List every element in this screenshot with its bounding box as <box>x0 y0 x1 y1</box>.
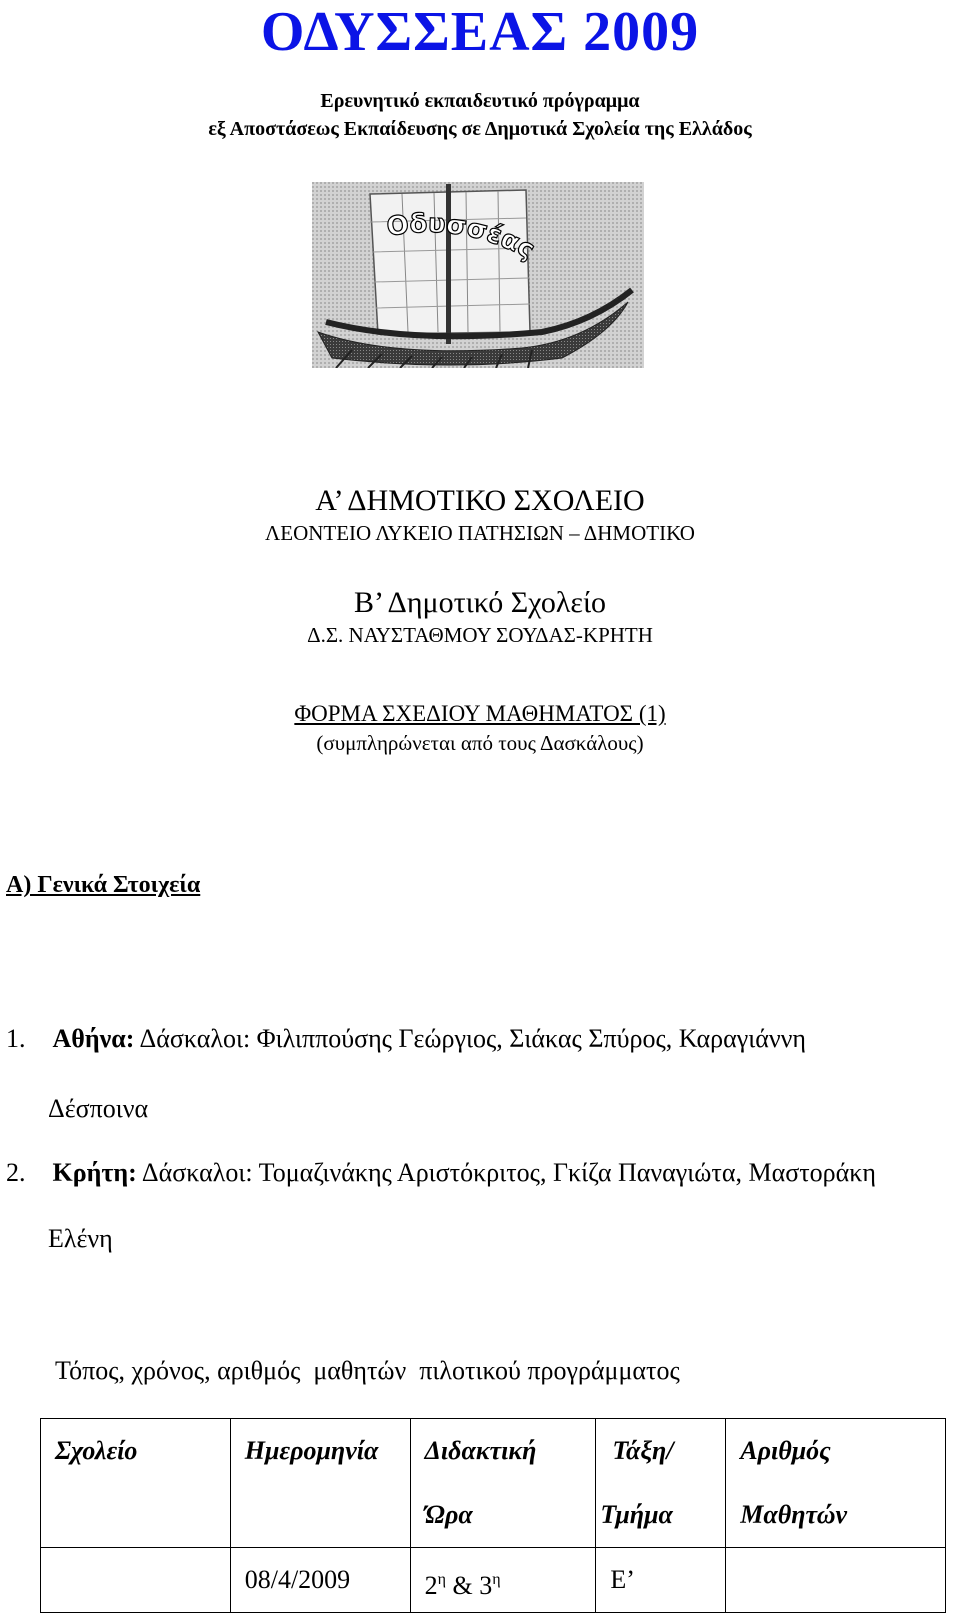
list-item <box>6 1158 876 1188</box>
list-item-text: Δάσκαλοι: Τομαζινάκης Αριστόκριτος, Γκίζα Παναγιώτα, Μαστοράκη <box>141 1158 876 1187</box>
table-header-row <box>41 1419 946 1548</box>
subtitle-line-2: εξ Αποστάσεως Εκπαίδευσης σε Δημοτικά Σχολεία της Ελλάδος <box>208 118 752 140</box>
list-item-number: 2. <box>6 1158 26 1187</box>
table-caption: Τόπος, χρόνος, αριθμός μαθητών πιλοτικού προγράμματος <box>55 1356 680 1385</box>
schedule-table <box>40 1418 946 1613</box>
list-item-continuation: Δέσποινα <box>48 1094 149 1123</box>
section-a-heading: Α) Γενικά Στοιχεία <box>6 872 201 898</box>
cell-date: 08/4/2009 <box>230 1548 410 1613</box>
cell-class: Ε’ <box>596 1548 726 1613</box>
cell-period: $2^\eta$ & $3^\eta$ <box>410 1548 596 1613</box>
list-item-place: Αθήνα: <box>52 1024 135 1053</box>
school-a-detail: ΛΕΟΝΤΕΙΟ ΛΥΚΕΙΟ ΠΑΤΗΣΙΩΝ – ΔΗΜΟΤΙΚΟ <box>265 521 695 545</box>
list-item-place: Κρήτη: <box>52 1158 137 1187</box>
cell-school <box>41 1548 231 1613</box>
form-note: (συμπληρώνεται από τους Δασκάλους) <box>316 731 644 755</box>
header-students: Αριθμός Μαθητών <box>726 1419 946 1548</box>
form-title: ΦΟΡΜΑ ΣΧΕΔΙΟΥ ΜΑΘΗΜΑΤΟΣ (1) <box>294 701 666 726</box>
document-title: ΟΔΥΣΣΕΑΣ 2009 <box>260 1 700 63</box>
school-a-name: Α’ ΔΗΜΟΤΙΚΟ ΣΧΟΛΕΙΟ <box>315 484 645 517</box>
list-item <box>6 1024 806 1054</box>
logo-lettering: Οδυσσέας <box>384 208 540 266</box>
header-school: Σχολείο <box>41 1419 231 1548</box>
list-item-text: Δάσκαλοι: Φιλιππούσης Γεώργιος, Σιάκας Σπύρος, Καραγιάννη <box>139 1024 806 1053</box>
odysseas-ship-logo <box>312 182 644 368</box>
header-class: Τάξη/ Τμήμα <box>596 1419 726 1548</box>
header-period: Διδακτική Ώρα <box>410 1419 596 1548</box>
school-b-name: Β’ Δημοτικό Σχολείο <box>353 586 607 619</box>
school-b-detail: Δ.Σ. ΝΑΥΣΤΑΘΜΟΥ ΣΟΥΔΑΣ-ΚΡΗΤΗ <box>307 623 653 647</box>
header-date: Ημερομηνία <box>230 1419 410 1548</box>
list-item-number: 1. <box>6 1024 26 1053</box>
table-row <box>41 1548 946 1613</box>
cell-students <box>726 1548 946 1613</box>
subtitle-line-1: Ερευνητικό εκπαιδευτικό πρόγραμμα <box>320 90 640 112</box>
list-item-continuation: Ελένη <box>48 1224 113 1253</box>
